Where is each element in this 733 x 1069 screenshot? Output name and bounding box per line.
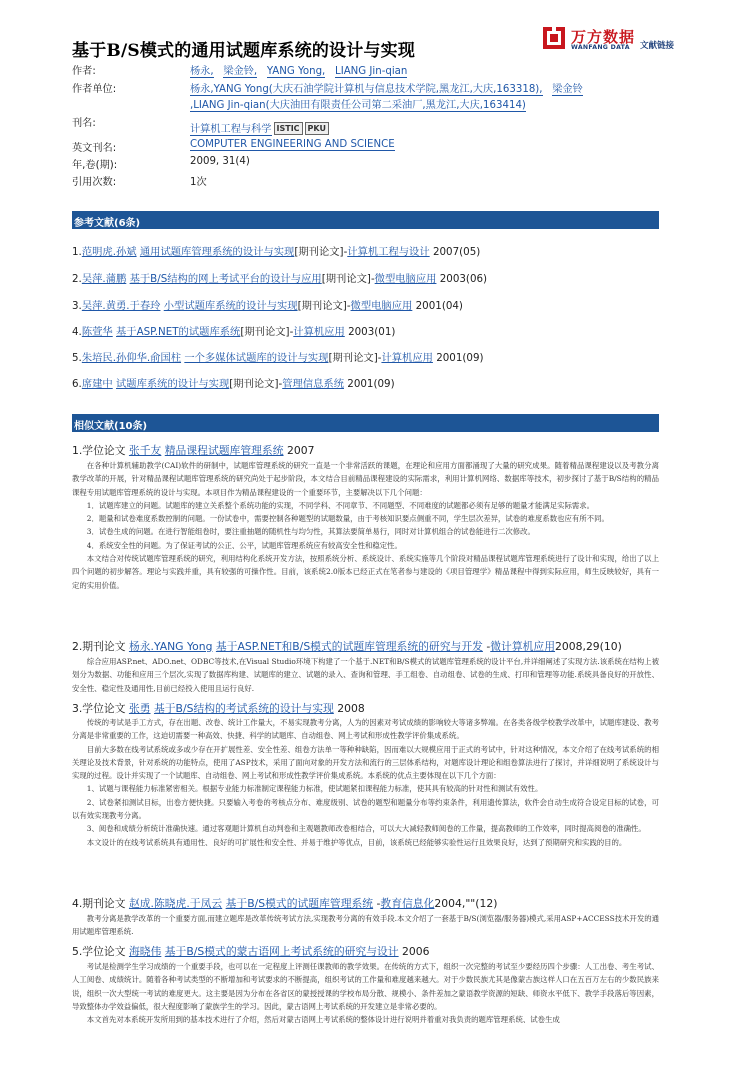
ref-authors-link[interactable]: 范明虎.孙斌 bbox=[81, 246, 137, 258]
similar-authors-link[interactable]: 张千友 bbox=[128, 444, 162, 457]
en-journal-label: 英文刊名: bbox=[72, 143, 117, 154]
abstract-paragraph: 4．系统安全性的问题。为了保证考试的公正、公平，试题库管理系统应有较高安全性和稳定性。 bbox=[86, 540, 402, 550]
author-link[interactable]: 梁金铃, bbox=[223, 66, 258, 77]
ref-type: [期刊论文] bbox=[294, 246, 344, 258]
similar-authors-link[interactable]: 张勇 bbox=[128, 702, 151, 715]
similar-title-link[interactable]: 精品课程试题库管理系统 bbox=[164, 444, 284, 457]
similar-authors-link[interactable]: 赵成.陈晓虎.于凤云 bbox=[128, 897, 223, 910]
ref-dash: - bbox=[343, 246, 348, 258]
reference-item bbox=[72, 323, 395, 338]
similar-type: 5.学位论文 bbox=[72, 945, 126, 958]
pku-badge: PKU bbox=[305, 122, 329, 135]
ref-title-link[interactable]: 试题库系统的设计与实现 bbox=[116, 378, 230, 390]
cite-label: 引用次数: bbox=[72, 177, 117, 188]
ref-issue: 2001(09) bbox=[436, 352, 484, 364]
similar-type: 2.期刊论文 bbox=[72, 640, 126, 653]
unit-link[interactable]: 杨永,YANG Yong(大庆石油学院计算机与信息技术学院,黑龙江,大庆,163318), bbox=[190, 84, 543, 95]
unit-link[interactable]: 梁金铃 bbox=[552, 84, 583, 95]
ref-title-link[interactable]: 一个多媒体试题库的设计与实现 bbox=[184, 352, 329, 364]
ref-source-link[interactable]: 管理信息系统 bbox=[282, 378, 344, 390]
ref-issue: 2001(04) bbox=[415, 300, 463, 312]
similar-type: 1.学位论文 bbox=[72, 444, 126, 457]
ref-source-link[interactable]: 微型电脑应用 bbox=[350, 300, 413, 312]
similar-item-head bbox=[72, 639, 622, 654]
author-list bbox=[190, 62, 407, 77]
abstract-paragraph: 考试是检测学生学习成绩的一个重要手段，也可以在一定程度上评测任课教师的教学效果。在传统的方式下，组织一次完整的考试至少要经历四个步骤：人工出卷、考生考试、人工阅卷、成绩统计。随着各种考试类型的不断增加和考试要求的不断提高，组织考试的工作量和难度越来越大。对于少数民族尤其是像蒙古族这样人口在五百万左右的少数民族来说，组织一次大型统一考试的难度更大。这主要是因为分布在各省区的蒙授授课的学校布局分散、规模小、条件差加之蒙语教学资源的短缺、师资水平低下、教学手段落后等因素，导致整体办学效益偏低，很大程度影响了蒙族学生的学习。因此，蒙古语网上考试系统的开发建立是非常必要的。 bbox=[72, 962, 659, 1011]
ref-issue: 2001(09) bbox=[347, 378, 395, 390]
ref-authors-link[interactable]: 朱培民.孙仰华.俞国柱 bbox=[81, 352, 182, 364]
similar-dash: - bbox=[482, 640, 491, 653]
abstract-paragraph: 本文结合对传统试题库管理系统的研究，利用结构化系统开发方法，按照系统分析、系统设计、系统实施等几个阶段对精品课程试题库管理系统进行了设计和实现，给出了以上四个问题的初步解答。理论与实践并重，具有较强的可操作性。目前，该系统2.0版本已经正式在笔者参与建设的《项目管理学》精品课程中得到实际应用，师生反映较好，具有一定的实用价值。 bbox=[72, 554, 659, 590]
similar-year: 2008 bbox=[337, 702, 365, 715]
ref-issue: 2003(01) bbox=[348, 326, 396, 338]
journal-label: 刊名: bbox=[72, 118, 96, 129]
similar-title-link[interactable]: 基于B/S模式的蒙古语网上考试系统的研究与设计 bbox=[164, 945, 399, 958]
ref-dash: - bbox=[370, 273, 375, 285]
abstract-paragraph: 目前大多数在线考试系统或多或少存在开扩展性差、安全性差、组卷方法单一等种种缺陷，因而难以大规模应用于正式的考试中，针对这种情况，本文介绍了在线考试系统的相关理论及技术背景，针对系统的功能特点，使用了ASP技术，采用了面向对象的开发方法和流行的三层体系结构，对题库设计理论和组卷算法进行了探讨，并详细说明了系统设计与实现的过程。设计并实现了一个试题库、自动组卷、网上考试和形成性教学评价集成系统。本系统的优点主要体现在以下几个方面： bbox=[72, 744, 659, 781]
unit-label: 作者单位: bbox=[72, 84, 117, 95]
ref-authors-link[interactable]: 席建中 bbox=[81, 378, 113, 390]
abstract-paragraph: 1．试题库建立的问题。试题库的建立关系整个系统功能的实现，不同学科、不同章节、不同题型、不同难度的试题都必须有足够的题量才能满足实际需求。 bbox=[86, 500, 595, 510]
ref-dash: - bbox=[377, 352, 382, 364]
ref-source-link[interactable]: 微型电脑应用 bbox=[374, 273, 437, 285]
similar-title-link[interactable]: 基于B/S结构的考试系统的设计与实现 bbox=[153, 702, 334, 715]
ref-authors-link[interactable]: 吴萍.黄勇.于春玲 bbox=[81, 300, 161, 312]
author-link[interactable]: LIANG Jin-qian bbox=[335, 66, 408, 77]
page-title: 基于B/S模式的通用试题库系统的设计与实现 bbox=[72, 41, 416, 61]
similar-abstract bbox=[72, 912, 659, 939]
ref-number: 3. bbox=[72, 300, 82, 312]
ref-number: 5. bbox=[72, 352, 82, 364]
ref-title-link[interactable]: 基于ASP.NET的试题库系统 bbox=[116, 326, 241, 338]
abstract-paragraph: 本文首先对本系统开发所用到的基本技术进行了介绍，然后对蒙古语网上考试系统的整体设计进行说明并着重对我负责的题库管理系统、试卷生成 bbox=[86, 1015, 560, 1025]
similar-authors-link[interactable]: 海晓伟 bbox=[128, 945, 162, 958]
ref-number: 6. bbox=[72, 378, 82, 390]
similar-item-head bbox=[72, 443, 314, 458]
wanfang-logo[interactable] bbox=[542, 26, 692, 56]
abstract-paragraph: 传统的考试是手工方式，存在出题、改卷、统计工作量大，不易实现教考分离，人为的因素对考试成绩的影响较大等诸多弊端。在各类各级学校教学改革中，试题库建设、教考分离是非常重要的工作，这迫切需要一种高效、快捷、科学的试题库、自动组卷、网上考试和形成性教学评价集成系统。 bbox=[72, 718, 659, 741]
similar-header: 相似文献(10条) bbox=[72, 414, 659, 432]
similar-type: 4.期刊论文 bbox=[72, 897, 126, 910]
similar-abstract bbox=[72, 716, 659, 849]
ref-authors-link[interactable]: 吴萍.蒲鹏 bbox=[81, 273, 127, 285]
similar-abstract bbox=[72, 459, 659, 592]
similar-year: 2006 bbox=[402, 945, 430, 958]
similar-type: 3.学位论文 bbox=[72, 702, 126, 715]
ref-dash: - bbox=[289, 326, 294, 338]
similar-source-link[interactable]: 微计算机应用 bbox=[490, 640, 556, 653]
journal-value bbox=[190, 120, 329, 135]
ref-type: [期刊论文] bbox=[229, 378, 279, 390]
cite-value: 1次 bbox=[190, 177, 207, 188]
ref-authors-link[interactable]: 陈萱华 bbox=[81, 326, 113, 338]
year-value: 2009, 31(4) bbox=[190, 156, 250, 167]
ref-title-link[interactable]: 小型试题库系统的设计与实现 bbox=[163, 300, 298, 312]
logo-tag-text: 文献链接 bbox=[640, 41, 675, 51]
references-header: 参考文献(6条) bbox=[72, 211, 659, 229]
ref-source-link[interactable]: 计算机工程与设计 bbox=[347, 246, 430, 258]
unit-line-2[interactable]: ,LIANG Jin-qian(大庆油田有限责任公司第二采油厂,黑龙江,大庆,163414) bbox=[190, 96, 526, 112]
ref-source-link[interactable]: 计算机应用 bbox=[293, 326, 345, 338]
reference-item bbox=[72, 349, 484, 364]
similar-source-link[interactable]: 教育信息化 bbox=[380, 897, 435, 910]
ref-title-link[interactable]: 基于B/S结构的网上考试平台的设计与应用 bbox=[129, 273, 322, 285]
istic-badge: ISTIC bbox=[274, 122, 303, 135]
abstract-paragraph: 2．题量和试卷难度系数控制的问题。一份试卷中，需要控制各种题型的试题数量，由于考核知识要点侧重不同，学生层次差异，试卷的难度系数也应有所不同。 bbox=[86, 514, 609, 524]
similar-item-head bbox=[72, 701, 365, 716]
year-label: 年,卷(期): bbox=[72, 160, 118, 171]
unit-line-1 bbox=[190, 80, 583, 95]
author-label: 作者: bbox=[72, 66, 96, 77]
ref-source-link[interactable]: 计算机应用 bbox=[381, 352, 433, 364]
abstract-paragraph: 本文设计的在线考试系统具有通用性、良好的可扩展性和安全性、并易于维护等优点，目前，该系统已经能够实验性运行且效果良好，达到了预期研究和实践的目的。 bbox=[86, 837, 627, 847]
similar-issue: 2008,29(10) bbox=[555, 640, 622, 653]
ref-type: [期刊论文] bbox=[321, 273, 371, 285]
ref-type: [期刊论文] bbox=[240, 326, 290, 338]
similar-item-head bbox=[72, 944, 430, 959]
ref-number: 2. bbox=[72, 273, 82, 285]
similar-title-link[interactable]: 基于ASP.NET和B/S模式的试题库管理系统的研究与开发 bbox=[215, 640, 483, 653]
ref-title-link[interactable]: 通用试题库管理系统的设计与实现 bbox=[139, 246, 295, 258]
author-link[interactable]: 杨永, bbox=[190, 66, 214, 77]
abstract-paragraph: 1、试题与课程能力标准紧密相关。根据专业能力标准制定课程能力标准，使试题紧扣课程能力标准，使其具有较高的针对性和测试有效性。 bbox=[86, 784, 543, 794]
similar-authors-link[interactable]: 杨永.YANG Yong bbox=[128, 640, 213, 653]
ref-dash: - bbox=[346, 300, 351, 312]
reference-item bbox=[72, 243, 480, 258]
abstract-paragraph: 3、阅卷和成绩分析统计准确快速。通过客观题计算机自动判卷和主观题教师改卷相结合，可以大大减轻教师阅卷的工作量，提高教师的工作效率，同时提高阅卷的准确性。 bbox=[86, 824, 646, 834]
abstract-paragraph: 3．试卷生成的问题。在进行智能组卷时，要注重抽题的随机性与均匀性，其算法要简单易行，同时对计算机组合的试卷能进行二次修改。 bbox=[86, 527, 535, 537]
journal-link[interactable]: 计算机工程与科学 bbox=[190, 124, 272, 135]
ref-issue: 2007(05) bbox=[432, 246, 481, 258]
abstract-paragraph: 教考分离是教学改革的一个重要方面,而建立题库是改革传统考试方法,实现教考分离的有效手段.本文介绍了一套基于B/S(浏览器/服务器)模式,采用ASP+ACCESS技术开发的通用试题库管理系统. bbox=[72, 914, 659, 937]
reference-item bbox=[72, 270, 487, 285]
logo-en-text: WANFANG DATA bbox=[571, 44, 630, 51]
ref-dash: - bbox=[278, 378, 283, 390]
similar-abstract bbox=[72, 655, 659, 695]
logo-cn-text: 万方数据 bbox=[571, 28, 636, 46]
ref-number: 4. bbox=[72, 326, 82, 338]
similar-year: 2007 bbox=[286, 444, 315, 457]
abstract-paragraph: 在各种计算机辅助教学(CAI)软件的研制中，试题库管理系统的研究一直是一个非常活跃的课题，在理论和应用方面都涌现了大量的研究成果。随着精品课程建设以及考教分离教学改革的开展，针对精品课程试题库管理系统的研究尚处于起步阶段，本文结合目前精品课程建设的实际需求，利用计算机网络、数据库等技术，初步探讨了基于B/S结构的精品课程专用试题库管理系统的设计与实现。本项目作为精品课程建设的一个重要环节，主要解决以下几个问题： bbox=[72, 461, 659, 497]
wanfang-logo-icon bbox=[542, 26, 566, 50]
similar-title-link[interactable]: 基于B/S模式的试题库管理系统 bbox=[225, 897, 374, 910]
similar-dash: - bbox=[373, 897, 381, 910]
abstract-paragraph: 综合应用ASP.net、ADO.net、ODBC等技术,在Visual Studio环境下构建了一个基于.NET和B/S模式的试题库管理系统的设计平台,并详细阐述了实现方法.该系统在结构上被划分为数据、功能和应用三个层次,实现了数据库构建、试题库的建立、试题的录入、查询和管理、手工组卷、自动组卷、试卷的生成、打印和管理等功能.系统具备良好的开放性、安全性、稳定性及通用性,目前已经投入使用且运行良好. bbox=[72, 657, 659, 693]
ref-issue: 2003(06) bbox=[439, 273, 488, 285]
ref-number: 1. bbox=[72, 246, 82, 258]
ref-type: [期刊论文] bbox=[297, 300, 347, 312]
ref-type: [期刊论文] bbox=[328, 352, 378, 364]
similar-abstract bbox=[72, 960, 659, 1060]
reference-item bbox=[72, 375, 395, 390]
similar-issue: 2004,""(12) bbox=[434, 897, 498, 910]
similar-item-head bbox=[72, 896, 497, 911]
reference-item bbox=[72, 297, 463, 312]
abstract-paragraph: 2、试卷紧扣测试目标，出卷方便快捷。只要输入考卷的考核点分布、难度级别、试卷的题型和题量分布等约束条件，利用遗传算法，软件会自动生成符合设定目标的试卷，可以有效实现教考分离。 bbox=[72, 797, 659, 821]
en-journal-link[interactable]: COMPUTER ENGINEERING AND SCIENCE bbox=[190, 139, 395, 150]
author-link[interactable]: YANG Yong, bbox=[266, 66, 326, 77]
